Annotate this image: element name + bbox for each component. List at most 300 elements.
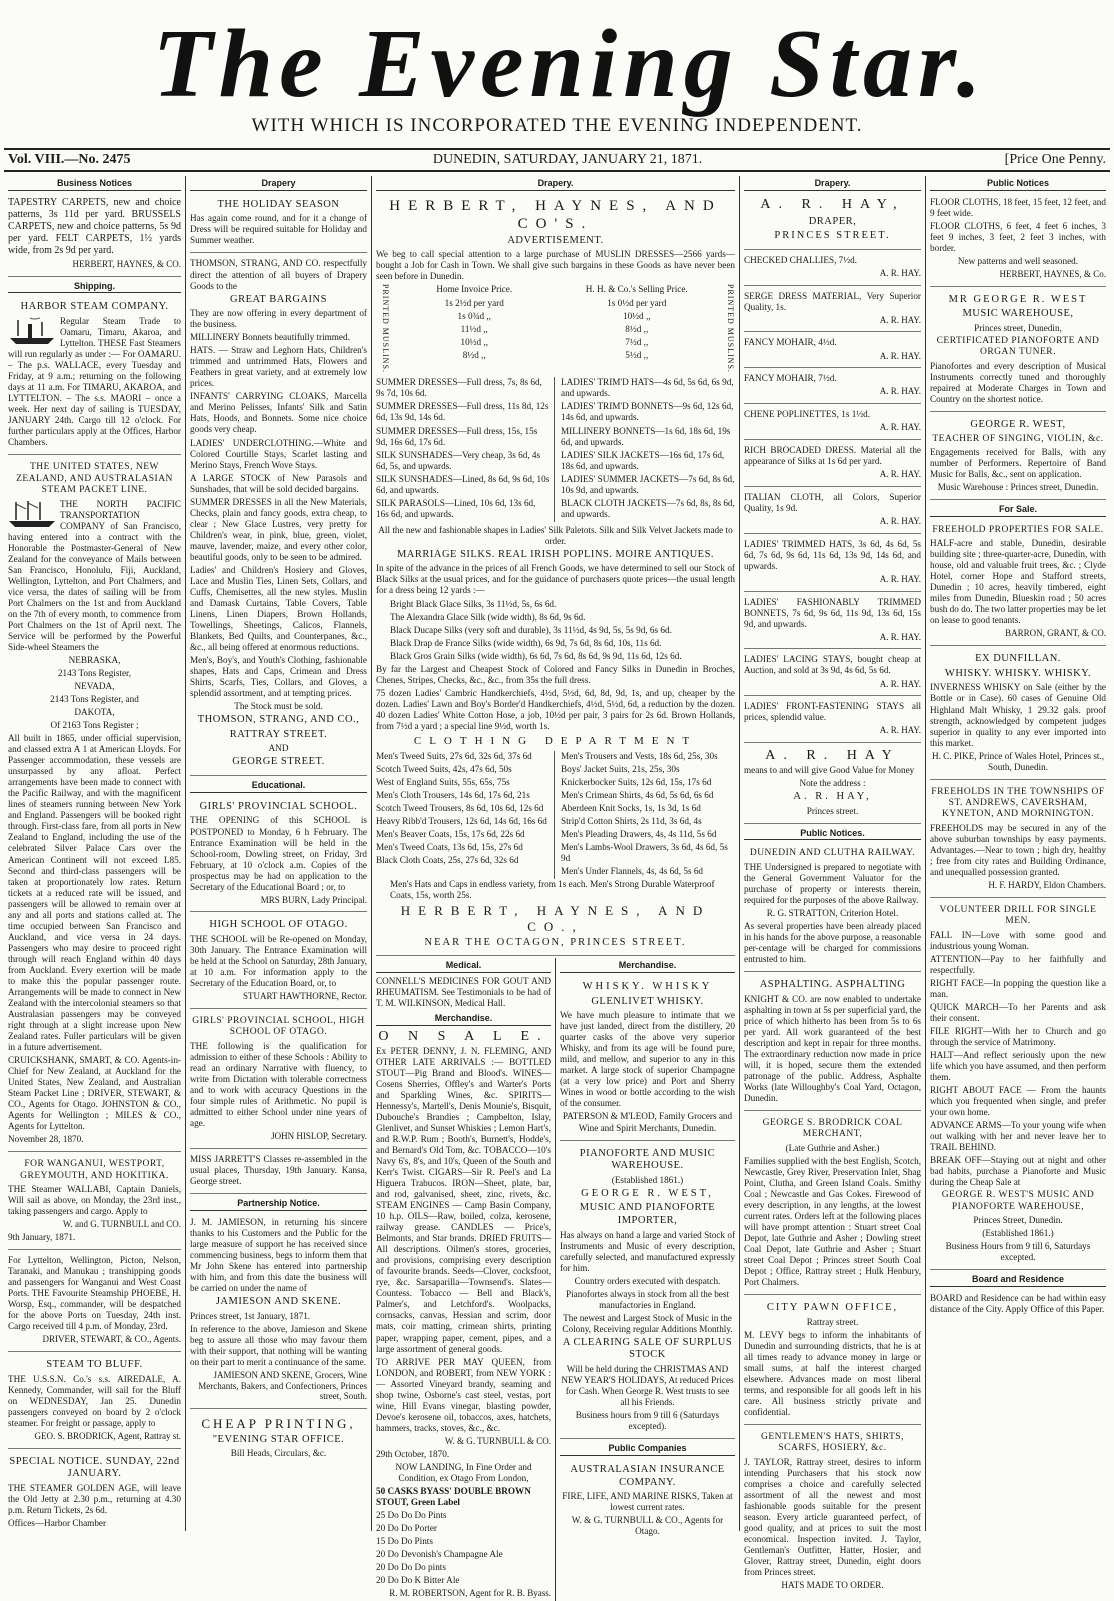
drill-est: (Established 1861.) [982,1228,1054,1239]
hay-item [744,406,921,440]
thomson-sig-3: AND [268,743,289,754]
clothing-item: Men's Beaver Coats, 15s, 17s 6d, 22s 6d [376,829,525,840]
column-6 [926,176,1110,1531]
hh-sig-street: NEAR THE OCTAGON, PRINCES STREET. [424,936,687,948]
clothing-item: Men's Under Flannels, 4s, 4s 6d, 5s 6d [561,866,704,877]
hay-item-text: CHENE POPLINETTES, 1s 1½d. [744,409,871,420]
dunfillan-title: EX DUNFILLAN. [975,653,1061,665]
columns [4,176,1110,1598]
section-heading-merchandise: Merchandise. [560,958,735,973]
whisky-title: WHISKY. WHISKY [582,981,713,992]
clothing-item: Men's Lambs-Wool Drawers, 3s 6d, 4s 6d, 5s 9d [561,842,728,864]
pacific-body-2: All built in 1865, under official supervision, and classed extra A 1 at American Lloyds. For Passenger accommodation, these vessels are unsurpassed by any afloat. Perfect arrangements have been made to connect with the Pacific Railway, and with the magnificent lines of steamers running between New York and England. Passengers will be booked right through. First-class fare, from all ports in New Zealand to England, including the use of the celebrated Silver Palace Cars over the American Continent will not exceed L85. Second and third-class passengers will be taken at proportionately low rates. Return tickets at a reduced rate will be issued, and passengers will be allowed to remain over at any and all ports and stations called at. The time occupied between San Francisco and Auckland, and vice versa in 24 days. Passengers who may desire to proceed right through will reach England within 40 days from Auckland. Every exertion will be made to make this the popular passenger route. Arrangements will be made to connect in New Zealand with the intercolonial steamers so that Australasian passengers may be conveyed right through at a slight increase upon New Zealand rates. Fuller particulars will be given in a future advertisement. [8,733,181,1053]
high-school-ad [190,914,367,1009]
section-heading-merchandise-sub: Merchandise. [376,1011,551,1026]
hay-item-sig: A. R. HAY. [879,386,921,397]
hay-item-text: FANCY MOHAIR, 4½d. [744,337,837,348]
jarrett-body: MISS JARRETT'S Classes re-assembled in the usual places, Thursday, 19th January. Kansa, George street. [190,1153,367,1186]
hay-sub-1: DRAPER, [808,215,857,227]
muslin-price: 5½d ,, [625,349,649,360]
girls-school-title: GIRLS' PROVINCIAL SCHOOL. [199,800,358,812]
ship-name-1: NEBRASKA, [68,654,121,665]
hay-item-sig: A. R. HAY. [879,314,921,325]
hay-item [744,370,921,404]
jamieson-body-2: In reference to the above, Jamieson and Skene beg to assure all those who may favour them with their support, that nothing will be wanting on their part to merit a continuance of the same. [190,1323,367,1367]
clearing-body: Will be held during the CHRISTMAS AND NEW YEAR'S HOLIDAYS, At reduced Prices for Cash. When George R. West trusts to see all his Friends. [561,1364,734,1408]
clothing-item: Heavy Ribb'd Trousers, 12s 6d, 14s 6d, 16s 6d [376,816,547,827]
printing-foot: Bill Heads, Circulars, &c. [230,1448,327,1459]
printed-muslins-label-right: PRINTED MUSLINS. [726,284,735,374]
hay-item [744,334,921,368]
thomson-item: A LARGE STOCK of New Parasols and Sunshades, that will be sold decided bargains. [190,472,367,494]
section-heading-board: Board and Residence [930,1272,1106,1287]
hay-item-sig: A. R. HAY. [879,350,921,361]
hay-item-sig: A. R. HAY. [879,515,921,526]
muslin-price: 11½d ,, [460,323,488,334]
clothing-lists [376,751,735,879]
drill-item: ADVANCE ARMS—To your young wife when out walking with her and never leave her to TRAIL BEHIND. [930,1120,1106,1153]
harbor-body: Regular Steam Trade to Oamaru, Timaru, Akaroa, and Lyttelton. THESE Fast Steamers will run regularly as under :— For OAMARU. – The p.s. WALLACE, every Tuesday and Friday, at 9 a.m.; returning on the following days at 11 a.m. For TIMARU, AKAROA, and LYTTELTON. – The s.s. MAORI – once a week. Her next day of sailing is TUESDAY, JANUARY 24th. Cargo till 12 o'clock. For further particulars apply at the Offices, Harbor Chambers. [8,315,181,448]
dress-item: SILK SUNSHADES—Very cheap, 3s 6d, 4s 6d, 5s, and upwards. [376,449,541,471]
cask-item: 20 Do Do Porter [376,1522,437,1533]
qualification-title: GIRLS' PROVINCIAL SCHOOL, HIGH SCHOOL OF OTAGO. [192,1016,365,1038]
hh-intro: We beg to call special attention to a large purchase of MUSLIN DRESSES—2566 yards—bought a Job for Cash in Town. We shall give such bargains in these Goods as have never been seen before in Dunedin. [376,249,735,282]
clothing-title: CLOTHING DEPARTMENT [413,734,698,747]
dress-item: LADIES' SUMMER JACKETS—7s 6d, 8s 6d, 10s 9d, and upwards. [561,473,735,495]
piano-country: Country orders executed with despatch. [574,1275,721,1286]
asphalt-body: KNIGHT & CO. are now enabled to undertake asphalting in town at 5s per superficial yard, the price of which hitherto has been from 5s to 6s per yard. All work guaranteed of the best description and kept in repair for three months. The extraordinary reduction now made in price will, it is hoped, secure them the extended patronage of the public. Address, Asphalte Works (late Willoughby's Coal Yard, Octagon, Dunedin. [744,993,921,1103]
section-heading-public-notices-2: Public Notices [930,176,1106,191]
pawn-ad [744,1297,921,1425]
special-ad [8,1451,181,1535]
section-heading-drapery-hh: Drapery. [376,176,735,191]
hay-means: means to and will give Good Value for Money [744,764,915,775]
clothing-item: Men's Tweed Coats, 13s 6d, 15s, 27s 6d [376,842,523,853]
jamieson-date: Princes street, 1st January, 1871. [190,1310,311,1321]
pacific-title: THE UNITED STATES, NEW ZEALAND, AND AUSTRALASIAN STEAM PACKET LINE. [16,462,173,496]
drill-item: BREAK OFF—Staying out at night and other bad habits, purchase a Pianoforte and Music during the Cheap Sale at [930,1155,1106,1188]
special-sig: Offices—Harbor Chamber [8,1517,107,1528]
drill-street: Princes Street, Dunedin. [973,1215,1063,1226]
muslin-home-prices [396,284,553,373]
drill-title: VOLUNTEER DRILL FOR SINGLE MEN. [939,904,1097,927]
drill-west: GEORGE R. WEST'S MUSIC AND PIANOFORTE WAREHOUSE, [941,1190,1095,1212]
dress-item: BLACK CLOTH JACKETS—7s 6d, 8s, 8s 6d, and upwards. [561,497,735,519]
asphalt-ad [744,974,921,1111]
west2-foot: Music Warehouse : Princes street, Dunedin. [937,481,1099,492]
printing-sub: "EVENING STAR OFFICE. [212,1433,345,1445]
west-title: MR GEORGE R. WEST [948,293,1088,305]
jamieson-ad [190,1214,367,1409]
clearing-hours: Business hours from 9 till 6 (Saturdays excepted). [575,1410,720,1432]
drill-item: RIGHT FACE—In popping the question like a man. [930,977,1106,999]
inverness-body: INVERNESS WHISKY on Sale (either by the Bottle or in Case). 60 cases of Genuine Old Highland Malt Whisky, 1 29.32 gals. proof strength, acknowledged by competent judges superior in quality to any ever imported into this market. [930,682,1106,748]
thomson-item: INFANTS' CARRYING CLOAKS, Marcella and Merino Pelisses, Infants' Silk and Satin Hats, Hoods, and Bonnets. Some nice choice goods very cheap. [190,391,367,435]
thomson-item: MILLINERY Bonnets beautifully trimmed. [190,332,350,343]
girls-school-ad [190,796,367,913]
high-school-body: THE SCHOOL will be Re-opened on Monday, 30th January. The Entrance Examination will be held at the School on Saturday, 28th January, at 10 a.m. For information apply to the Secretary of the Education Board, or, to [190,934,367,989]
board-body: BOARD and Residence can be had within easy distance of the City. Apply Office of this Paper. [930,1292,1106,1315]
pawn-sub: Rattray street. [806,1316,859,1327]
qualification-sig: JOHN HISLOP, Secretary. [271,1131,367,1142]
girls-school-body: THE OPENING of this SCHOOL is POSTPONED to Monday, 6 h February. The Entrance Examination will be held in the School-room, Dowling street, on Friday, 3rd February, at 10 o'clock a.m. Copies of the prospectus may be had on application to the Secretary of the Educational Board ; or, to [190,815,367,892]
whisky3-title: WHISKY. WHISKY. WHISKY. [944,667,1092,679]
medical-column [376,958,556,1601]
west2-sub: TEACHER OF SINGING, VIOLIN, &c. [932,433,1104,444]
pacific-body: THE NORTH PACIFIC TRANSPORTATION COMPANY of San Francisco, having entered into a contract with the Honorable the Postmaster-General of New Zealand for the conveyance of Mails between San Francisco, Honolulu, Fiji, Auckland, Wellington, Lyttelton, and Port Chalmers, and vice versa, the dates of sailing will be from Port Chalmers on the 1st and from Auckland on the 7th of every month, to commence from Port Chalmers on the 1st of April next. The Service will be performed by the Powerful Side-wheel Steamers the [8,498,181,652]
muslin-price: 7½d ,, [625,336,649,347]
drill-item: HALT—And reflect seriously upon the new life which you have assumed, and then perform them. [930,1049,1106,1082]
fancy-silks: By far the Largest and Cheapest Stock of Colored and Fancy Silks in Dunedin in Broches, Chenes, Stripes, Checks, &c., &c., from 35s the full dress. [376,663,735,685]
muslin-price: 10½d ,, [460,336,489,347]
clothing-item: Men's Pleading Drawers, 4s, 4s 11d, 5s 6d [561,829,717,840]
hay-item-text: RICH BROCADED DRESS. Material all the appearance of Silks at 1s 6d per yard. [744,444,921,466]
drill-item: FALL IN—Love with some good and industrious young Woman. [930,929,1106,951]
west-body: Pianofortes and every description of Musical Instruments correctly tuned and thoroughly repaired at Moderate Charges in Town and Country on the shortest notice. [930,360,1106,404]
silk-item: Bright Black Glace Silks, 3s 11½d, 5s, 6s 6d. [390,598,557,609]
hay-item-sig: A. R. HAY. [879,267,921,278]
clothing-item: Aberdeen Knit Socks, 1s, 1s 3d, 1s 6d [561,803,701,814]
floor-cloth-1: FLOOR CLOTHS, 18 feet, 15 feet, 12 feet, and 9 feet wide. [930,196,1106,218]
insurance-title: AUSTRALASIAN INSURANCE COMPANY. [570,1463,725,1488]
muslin-price: 1s 0¾d ,, [457,310,491,321]
hay-item-sig: A. R. HAY. [879,725,921,736]
railway-sig: R. G. STRATTON, Criterion Hotel. [766,907,899,918]
dress-item: SILK PARASOLS—Lined, 10s 6d, 13s 6d, 16s 6d, and upwards. [376,497,536,519]
freehold-title: FREEHOLD PROPERTIES FOR SALE. [932,524,1104,535]
hardy-sig: H. F. HARDY, Eldon Chambers. [988,880,1106,891]
hay-item [744,489,921,534]
hay-ad [744,194,921,250]
west-teacher-ad [930,414,1106,500]
hay-item [744,288,921,333]
west-street: Princes street, Dunedin, [974,322,1062,333]
column-2 [186,176,372,1531]
section-heading-public-companies: Public Companies [560,1441,735,1456]
muslin-selling-prices [559,284,716,373]
hay-item [744,252,921,286]
freehold-body: HALF-acre and stable, Dunedin, desirable building site ; three-quarter-acre, Dunedin, with house, old and valuable fruit trees, &c. ; Clyde Hotel, corner Hope and Stafford streets, Dunedin ; 10 acres, heavily timbered, eight miles from Dunedin, Blueskin road ; 50 acres bush do do. The two latter properties may be let on lease to good tenants. [930,538,1106,626]
phoebe-ad [8,1252,181,1352]
section-heading-medical: Medical. [376,958,551,973]
whisky-ad [560,976,735,1141]
floor-cloth-sig: HERBERT, HAYNES, & Co. [999,268,1106,279]
hay-item-sig: A. R. HAY. [879,422,921,433]
west-cert: CERTIFICATED PIANOFORTE AND ORGAN TUNER. [936,336,1100,358]
silk-item: Black Drap de France Silks (wide width), 6s 9d, 7s 6d, 8s 6d, 10s, 11s 6d. [390,637,662,648]
clothing-item: Scotch Tweed Suits, 42s, 47s 6d, 50s [376,764,512,775]
hh-sub: ADVERTISEMENT. [507,234,604,246]
carpets-ad [8,194,181,277]
dress-item: SILK SUNSHADES—Lined, 8s 6d, 9s 6d, 10s 6d, and upwards. [376,473,550,495]
qualification-body: THE following is the qualification for admission to either of these Schools : Ability to read an ordinary Narrative with fluency, to write from Dictation with tolerable correctness and to work with accuracy Questions in the four simple rules of Arithmetic. No pupil is admitted to either School under nine years of age. [190,1040,367,1129]
muslin-price: 1s 0½d per yard [607,297,667,308]
section-heading-drapery-hay: Drapery. [744,176,921,191]
issue-date: DUNEDIN, SATURDAY, JANUARY 21, 1871. [432,152,703,167]
dress-item: SUMMER DRESSES—Full dress, 7s, 8s 6d, 9s 7d, 10s 6d. [376,377,542,399]
dress-item: LADIES' TRIM'D HATS—4s 6d, 5s 6d, 6s 9d, and upwards. [561,377,734,399]
whisky-body: We have much pleasure to intimate that we have just landed, direct from the distillery, 20 quarter casks of the above very superior Whisky, and from its age will be found pure, mild, and mellow, and superior to any in this market. A large stock of superior Champagne (at a very low price) and Port and Sherry Wines in wood or bottle according to the wish of the consumer. [560,1010,735,1109]
thomson-sub: GREAT BARGAINS [230,293,327,305]
wanganui-ad [8,1154,181,1250]
insurance-sig: W. & G. TURNBULL & CO., Agents for Otago. [571,1515,724,1537]
hay-item-sig: A. R. HAY. [879,678,921,689]
hay-item-sig: A. R. HAY. [879,631,921,642]
dress-item: MILLINERY BONNETS—1s 6d, 18s 6d, 19s 6d, and upwards. [561,425,731,447]
silks-body: In spite of the advance in the prices of all French Goods, we have determined to sell our Stock of Black Silks at the usual prices, and for the guidance of purchasers quote prices—the usual length for a dress being 12 yards :— [376,563,735,596]
hay-item [744,536,921,592]
clothing-item: Knickerbocker Suits, 12s 6d, 15s, 17s 6d [561,777,712,788]
west2-body: Engagements received for Balls, with any number of Performers. Repertoire of Band Music for Balls, &c., sent on application. [930,446,1106,479]
west-warehouse-ad [930,289,1106,412]
ship-tons-2: 2143 Tons Register, and [50,694,139,705]
pacific-ad [8,457,181,1152]
muslin-selling-head: H. H. & Co.'s Selling Price. [585,284,688,295]
hay-item-text: LADIES' LACING STAYS, bought cheap at Auction, and sold at 3s 9d, 4s 6d, 5s 6d. [744,654,921,676]
high-school-title: HIGH SCHOOL OF OTAGO. [209,919,348,931]
section-heading-drapery: Drapery [190,176,367,191]
wanganui-title: FOR WANGANUI, WESTPORT, GREYMOUTH, AND HOKITIKA. [20,1159,169,1181]
railway-body: THE Undersigned is prepared to negotiate with the General Government Valuator for the purchase of property or interests therein, required for the purposes of the above Railway. [744,861,921,905]
section-heading-business: Business Notices [8,176,181,191]
masthead-title-text: The Evening Star. [152,10,988,118]
pacific-date: November 28, 1870. [8,1134,84,1145]
holiday-ad [190,194,367,254]
column-5 [740,176,926,1591]
hh-title: HERBERT, HAYNES, AND CO'S. [389,197,722,232]
column-1 [4,176,186,1531]
dress-item: SUMMER DRESSES—Full dress, 11s 8d, 12s 6d, 13s 9d, 14s 6d. [376,401,549,423]
issue-price: [Price One Penny. [1004,152,1106,167]
hay-item-sig: A. R. HAY. [879,573,921,584]
printing-ad [190,1411,367,1465]
on-sale-body: Ex PETER DENNY, J. N. FLEMING, AND OTHER LATE ARRIVALS :— BOTTLED STOUT—Pig Brand and Blood's. WINES—Cosens Sherries, Offley's and Warter's Ports and Sparkling Wines, &c. SPIRITS—Hennessy's, Martell's, Denis Mounie's, Bisquit, Dubouche's Brandies ; Campbelton, Islay, Glenlivet, and Sunset Whiskies ; Lemon Hart's, and R.W.P. Rum ; Booth's, Burnett's, Hodde's, and Bernard's Old Tom, &c. TOBACCO—10's Navy 6's, 8's, and 10's, Queen of the South and Kerr's Twist. CIGARS—Sir R. Peel's and La Higuera Trabucos. IRON—Sheet, plate, bar, and rod, galvanised, sheet, zinc, rivets, &c. STEAM ENGINES — Camp Basin Company, 10 h.p. OILS—Raw, boiled, colza, kerosene, railway grease. CANDLES — Price's, Belmonts, and Star brands. DRIED FRUITS—All descriptions. Oilmen's stores, groceries, and provisions, comprising every description of favourite brands. Seeds—Clover, cocksfoot, rye, &c. Sarsaparilla—Townsend's. Slates—Countess. Tobacco — Bell and Black's, Palmer's, and Letchford's. Woolpacks, cornsacks, canvas, Hessian and scrim, door mats, coir matting, crimean shirts, printing paper, wrapping paper, cement, pipes, and a large assortment of general goods. [376,1045,551,1354]
hay-item-text: LADIES' FASHIONABLY TRIMMED BONNETS, 7s 6d, 9s 6d, 11s 9d, 13s 6d, 15s 9d, and upwards. [744,596,921,629]
steamship-icon [8,316,56,346]
may-queen-sig: W. & G. TURNBULL & CO. [444,1435,551,1446]
freeholds-ad [930,782,1106,898]
masthead-title [90,10,1050,118]
wanganui-sig: W. and G. TURNBULL and CO. [62,1219,181,1230]
masthead-subtitle: WITH WHICH IS INCORPORATED THE EVENING INDEPENDENT. [251,115,863,136]
hay-item-text: LADIES' TRIMMED HATS, 3s 6d, 4s 6d, 5s 6d, 7s 6d, 9s 6d, 11s 6d, 13s 9d, 14s 6d, and upwards. [744,538,921,571]
section-heading-public-notices: Public Notices. [744,826,921,841]
hh-sig: HERBERT, HAYNES, AND CO., [400,903,711,935]
column-3 [372,176,740,1598]
gents-title: GENTLEMEN'S HATS, SHIRTS, SCARFS, HOSIERY, &c. [761,1432,904,1454]
board-ad [930,1290,1106,1321]
hay-note-sig: A. R. HAY, [793,791,872,803]
lower-split [376,958,735,1601]
insurance-ad [560,1459,735,1543]
clearing-title: A CLEARING SALE OF SURPLUS STOCK [562,1336,733,1361]
pawn-title: CITY PAWN OFFICE, [766,1302,899,1314]
pacific-agents: CRUICKSHANK, SMART, & CO. Agents-in-Chief for New Zealand, at Auckland for the United States, New Zealand, and Australian Steam Packet Line ; DRIVER, STEWART, & CO., Agents for Otago. JOHNSTON & CO., Agents for Wellington ; MILES & CO., Agents for Lyttelton. [8,1055,181,1132]
section-heading-for-sale: For Sale. [930,502,1106,517]
bluff-body: THE U.S.S.N. Co.'s s.s. AIREDALE, A. Kennedy, Commander, will sail for the Bluff on WEDNESDAY, Jan 25. Dunedin passengers conveyed on board by 2 o'clock steamer. For freight or passage, apply to [8,1373,181,1428]
dress-price-lists [376,377,735,521]
muslin-home-head: Home Invoice Price. [436,284,513,295]
dress-list-left [376,377,555,521]
dateline-bar [4,148,1110,172]
clothing-item: Men's Trousers and Vests, 18s 6d, 25s, 30s [561,751,718,762]
west2-title: GEORGE R. WEST, [970,418,1066,430]
jamieson-sub: JAMIESON AND SKENE. [215,1295,342,1307]
girls-school-sig: MRS BURN, Lady Principal. [260,894,367,905]
hay-again: A. R. HAY [765,748,900,764]
casks-sig: R. M. ROBERTSON, Agent for R. B. Byass. [389,1587,551,1598]
dress-list-right [561,377,735,521]
thomson-item: Ladies' and Children's Hosiery and Gloves, Lace and Muslin Ties, Linen Sets, Collars, and Cuffs, Chemisettes, all the new styles. Muslin and Damask Curtains, Table Covers, Table Linens, Linen Diapers, Brown Hollands, Towellings, Sheetings, Calicos, Flannels, Blankets, Bed Quilts, and Counterpanes, &c., &c., all being offered at enormous reductions. [190,564,367,653]
volume-number: Vol. VIII.—No. 2475 [8,152,131,167]
cask-item: 20 Do Do K Bitter Ale [376,1574,460,1585]
landing-title: NOW LANDING, In Fine Order and Condition, ex Otago From London, [395,1461,532,1483]
jarrett-ad [190,1151,367,1194]
brodrick-sub: (Late Guthrie and Asher.) [785,1142,880,1153]
qualification-ad [190,1011,367,1149]
hay-item-sig: A. R. HAY. [879,469,921,480]
hay-item-text: CHECKED CHALLIES, 7½d. [744,254,858,265]
piano-sub: MUSIC AND PIANOFORTE IMPORTER, [579,1202,716,1226]
dress-item: LADIES' TRIM'D BONNETS—9s 6d, 12s 6d, 14s 6d, and upwards. [561,401,734,423]
floor-cloth-3: New patterns and well seasoned. [957,255,1079,266]
thomson-item: HATS. — Straw and Leghorn Hats, Children's trimmed and untrimmed Hats, Flowers and Feathers in great variety, and at extremely low prices. [190,345,367,389]
hay-item [744,442,921,487]
gents-foot: HATS MADE TO ORDER. [781,1580,884,1591]
pike-sig: H. C. PIKE, Prince of Wales Hotel, Princes st., South, Dunedin. [931,750,1105,772]
hh-paletots: All the new and fashionable shapes in Ladies' Silk Paletots. Silk and Silk Velvet Jackets made to order. [378,524,733,546]
clothing-list-left [376,751,555,879]
pawn-body: M. LEVY begs to inform the inhabitants of Dunedin and surrounding districts, that he is at all times ready to advance money in large or small sums, at half the interest charged elsewhere. Advances made on most liberal terms, and responsible for all goods left in his care. All business strictly private and confidential. [744,1329,921,1418]
gents-body: J. TAYLOR, Rattray street, desires to inform intending Purchasers that his stock now comprises a choice and carefully selected assortment of all the newest and most fashionable goods suitable for the present season. Every article guaranteed perfect, of good quality, and at prices to suit the most economical. Inspection invited. J. Taylor, Gentleman's Outfitter, Hatter, Hosier, and Glover, Rattray street, Dunedin, eight doors from Princes street. [744,1456,921,1578]
carpets-sig: HERBERT, HAYNES, & CO. [72,258,181,269]
clothing-item: Scotch Tweed Trousers, 8s 6d, 10s 6d, 12s 6d [376,803,544,814]
muslin-price: 10½d ,, [622,310,651,321]
west-sub: MUSIC WAREHOUSE, [962,308,1074,320]
hay-item [744,698,921,743]
ship-name-3: DAKOTA, [74,707,115,718]
connell-ad: CONNELL'S MEDICINES FOR GOUT AND RHEUMATISM. See Testimonials to be had of T. M. WILKINSON, Medical Hall. [376,976,551,1009]
casks-title: 50 CASKS BYASS' DOUBLE BROWN STOUT, Green Label [376,1485,531,1507]
piano-ad [560,1143,735,1440]
hay-item-text: ITALIAN CLOTH, all Colors, Superior Quality, 1s 9d. [744,491,921,513]
harbor-title: HARBOR STEAM COMPANY. [20,301,169,313]
cask-item: 15 Do Do Pints [376,1535,433,1546]
printing-title: CHEAP PRINTING, [201,1416,356,1432]
whisky-sig: PATERSON & M'LEOD, Family Grocers and Wine and Spirit Merchants, Dunedin. [562,1111,733,1133]
hay-item-text: FANCY MOHAIR, 7½d. [744,373,837,384]
piano-stock: Pianofortes always in stock from all the best manufactories in England. [565,1288,730,1310]
silks-title: MARRIAGE SILKS. REAL IRISH POPLINS. MOIRE ANTIQUES. [396,548,715,560]
muslin-price: 8½d ,, [462,349,486,360]
special-title: SPECIAL NOTICE. SUNDAY, 22nd JANUARY. [9,1455,180,1480]
bluff-ad [8,1354,181,1449]
thomson-item: They are now offering in every department of the business. [190,308,367,330]
wanganui-body: THE Steamer WALLABI, Captain Daniels, Will sail as above, on Monday, the 23rd inst., taking passengers and cargo. Apply to [8,1184,181,1217]
wanganui-date: 9th January, 1871. [8,1231,76,1242]
bluff-sig: GEO. S. BRODRICK, Agent, Rattray st. [34,1430,181,1441]
thomson-item: Men's, Boy's, and Youth's Clothing, fashionable shapes, Hats and Caps, Crimean and Dress Shirts, Scarfs, Ties, Collars, and Gloves, a splendid assortment, and at tempting prices. [190,655,367,699]
insurance-body: FIRE, LIFE, AND MARINE RISKS, Taken at lowest current rates. [562,1491,733,1513]
piano-newest: The newest and Largest Stock of Music in the Colony, Receiving regular Additions Monthly. [562,1312,733,1334]
thomson-sig-2: RATTRAY STREET. [229,728,328,740]
hay-title: A. R. HAY, [760,196,905,212]
floor-cloth-ad [930,194,1106,287]
jamieson-sig: JAMIESON AND SKENE, Grocers, Wine Merchants, Bakers, and Confectioners, Princes street, South. [198,1369,367,1402]
clothing-list-right [561,751,735,879]
merchandise-column [556,958,735,1601]
may-queen-date: 29th October, 1870. [376,1448,450,1459]
clothing-item: Men's Tweed Suits, 27s 6d, 32s 6d, 37s 6d [376,751,532,762]
jamieson-body: J. M. JAMIESON, in returning his sincere thanks to his Customers and the Public for the large measure of support he has received since commencing business, begs to inform them that Mr John Skene has entered into partnership with him, and from this date the business will be carried on under the name of [190,1216,367,1293]
railway-ad [744,843,921,972]
gents-ad [744,1427,921,1597]
hay-note: Note the address : [799,778,866,788]
silk-item: Black Ducape Silks (very soft and durable), 3s 11½d, 4s 9d, 5s, 5s 9d, 6s 6d. [390,624,672,635]
thomson-body: THOMSON, STRANG, AND CO. respectfully direct the attention of all buyers of Drapery Goods to the [190,258,367,291]
thomson-item: SUMMER DRESSES in all the New Materials, Checks, plain and fancy goods, extra cheap, to clear ; New Glace Lustres, very pretty for Children's wear, in pink, blue, green, violet, mauve, lavender, maize, and every other color, beautiful goods, only to be seen to be admired. [190,496,367,562]
whisky-sub: GLENLIVET WHISKY. [591,995,704,1007]
thomson-ad [190,255,367,776]
piano-title: PIANOFORTE AND MUSIC WAREHOUSE. [579,1147,716,1172]
clothing-item: Black Cloth Coats, 25s, 27s 6d, 32s 6d [376,855,519,866]
freeholds-body: FREEHOLDS may be secured in any of the above suburban townships by easy payments. Advantages.—Near to town ; high dry, healthy ; free from city rates and Building Ordinance, and unequalled possession granted. [930,822,1106,877]
harbor-ad [8,296,181,455]
steamship-icon [8,499,56,529]
clothing-item: Strip'd Cotton Shirts, 2s 11d, 3s 6d, 4s [561,816,702,827]
brodrick-ad [744,1113,921,1295]
section-heading-partnership: Partnership Notice. [190,1196,367,1211]
cask-item: 25 Do Do Do Pints [376,1509,447,1520]
whisky-sale-ad [930,648,1106,779]
thomson-stock: The Stock must be sold. [234,701,323,712]
hay-sub-2: PRINCES STREET. [774,230,891,242]
thomson-sig-4: GEORGE STREET. [232,756,325,768]
section-heading-educational: Educational. [190,778,367,793]
handkerchiefs: 75 dozen Ladies' Cambric Handkerchiefs, 4½d, 5½d, 6d, 8d, 9d, 1s, and up, cheaper by the dozen. Ladies' Lawn and Boy's Border'd Handkerchiefs, 4½d, 5½d, 6d, a reduction by the dozen. 40 dozen Ladies' White Cotton Hose, a job, 10½d per pair, 3 pairs for 2s 6d. Brown Hollands, from 7½d a yard ; a special line 9½d, worth 1s. [376,687,735,731]
asphalt-title: ASPHALTING. ASPHALTING [759,979,906,991]
hay-note-street: Princes street. [806,805,859,816]
masthead [0,0,1114,167]
printed-muslins-label-left: PRINTED MUSLINS. [381,284,390,374]
special-body: THE STEAMER GOLDEN AGE, will leave the Old Jetty at 2.30 p.m., returning at 4.30 p.m. Return Tickets, 2s 6d. [8,1482,181,1515]
hay-item-text: SERGE DRESS MATERIAL, Very Superior Quality, 1s. [744,290,921,312]
silk-item: The Alexandra Glace Silk (wide width), 8s 6d, 9s 6d. [390,611,586,622]
phoebe-body: For Lyttelton, Wellington, Picton, Nelson, Taranaki, and Manukau ; transhipping goods and passengers for Wanganui and West Coast Ports. THE Favourite Steamship PHOEBE, H. Worsp, Esq., commander, will be despatched for the above Ports on Tuesday, 24th inst. Cargo received till 4 p.m. of Monday, 23rd. [8,1255,181,1332]
muslin-prices [376,284,735,373]
hay-item [744,594,921,650]
muslin-price: 1s 2½d per yard [444,297,504,308]
piano-est: (Established 1861.) [611,1174,684,1185]
piano-body: Has always on hand a large and varied Stock of Instruments and Music of every description, carefully selected, and manufactured expressly for him. [560,1229,735,1273]
ship-tons-1: 2143 Tons Register, [57,668,132,678]
floor-cloth-2: FLOOR CLOTHS, 6 feet, 4 feet 6 inches, 3 feet 9 inches, 3 feet, 2 feet 3 inches, with border. [930,220,1106,253]
silk-item: Black Gros Grain Silks (wide width), 6s 6d, 7s 6d, 8s 6d, 9s 9d, 11s 6d, 12s 6d. [390,650,682,661]
dress-item: LADIES' SILK JACKETS—16s 6d, 17s 6d, 18s 6d, and upwards. [561,449,725,471]
carpets-body: TAPESTRY CARPETS, new and choice patterns, 3s 11d per yard. BRUSSELS CARPETS, new and choice patterns, 5s 9d per yard. FELT CARPETS, 1½ yards wide, from 2s 9d per yard. [8,196,181,256]
freeholds-title: FREEHOLDS IN THE TOWNSHIPS OF ST. ANDREWS, CAVERSHAM, KYNETON, AND MORNINGTON. [931,786,1105,820]
freehold-ad [930,520,1106,646]
phoebe-sig: DRIVER, STEWART, & CO., Agents. [42,1334,181,1345]
railway-title: DUNEDIN AND CLUTHA RAILWAY. [749,848,916,859]
bluff-title: STEAM TO BLUFF. [46,1359,143,1371]
railway-body-2: As several properties have been already placed in his hands for the above purpose, a reasonable per-centage will be charged for commissions entrusted to him. [744,921,921,965]
section-heading-shipping: Shipping. [8,279,181,294]
holiday-title: THE HOLIDAY SEASON [217,198,340,210]
hay-item [744,651,921,696]
drill-item: QUICK MARCH—To her Parents and ask their consent. [930,1001,1106,1023]
clothing-item: Boys' Jacket Suits, 21s, 25s, 30s [561,764,680,775]
